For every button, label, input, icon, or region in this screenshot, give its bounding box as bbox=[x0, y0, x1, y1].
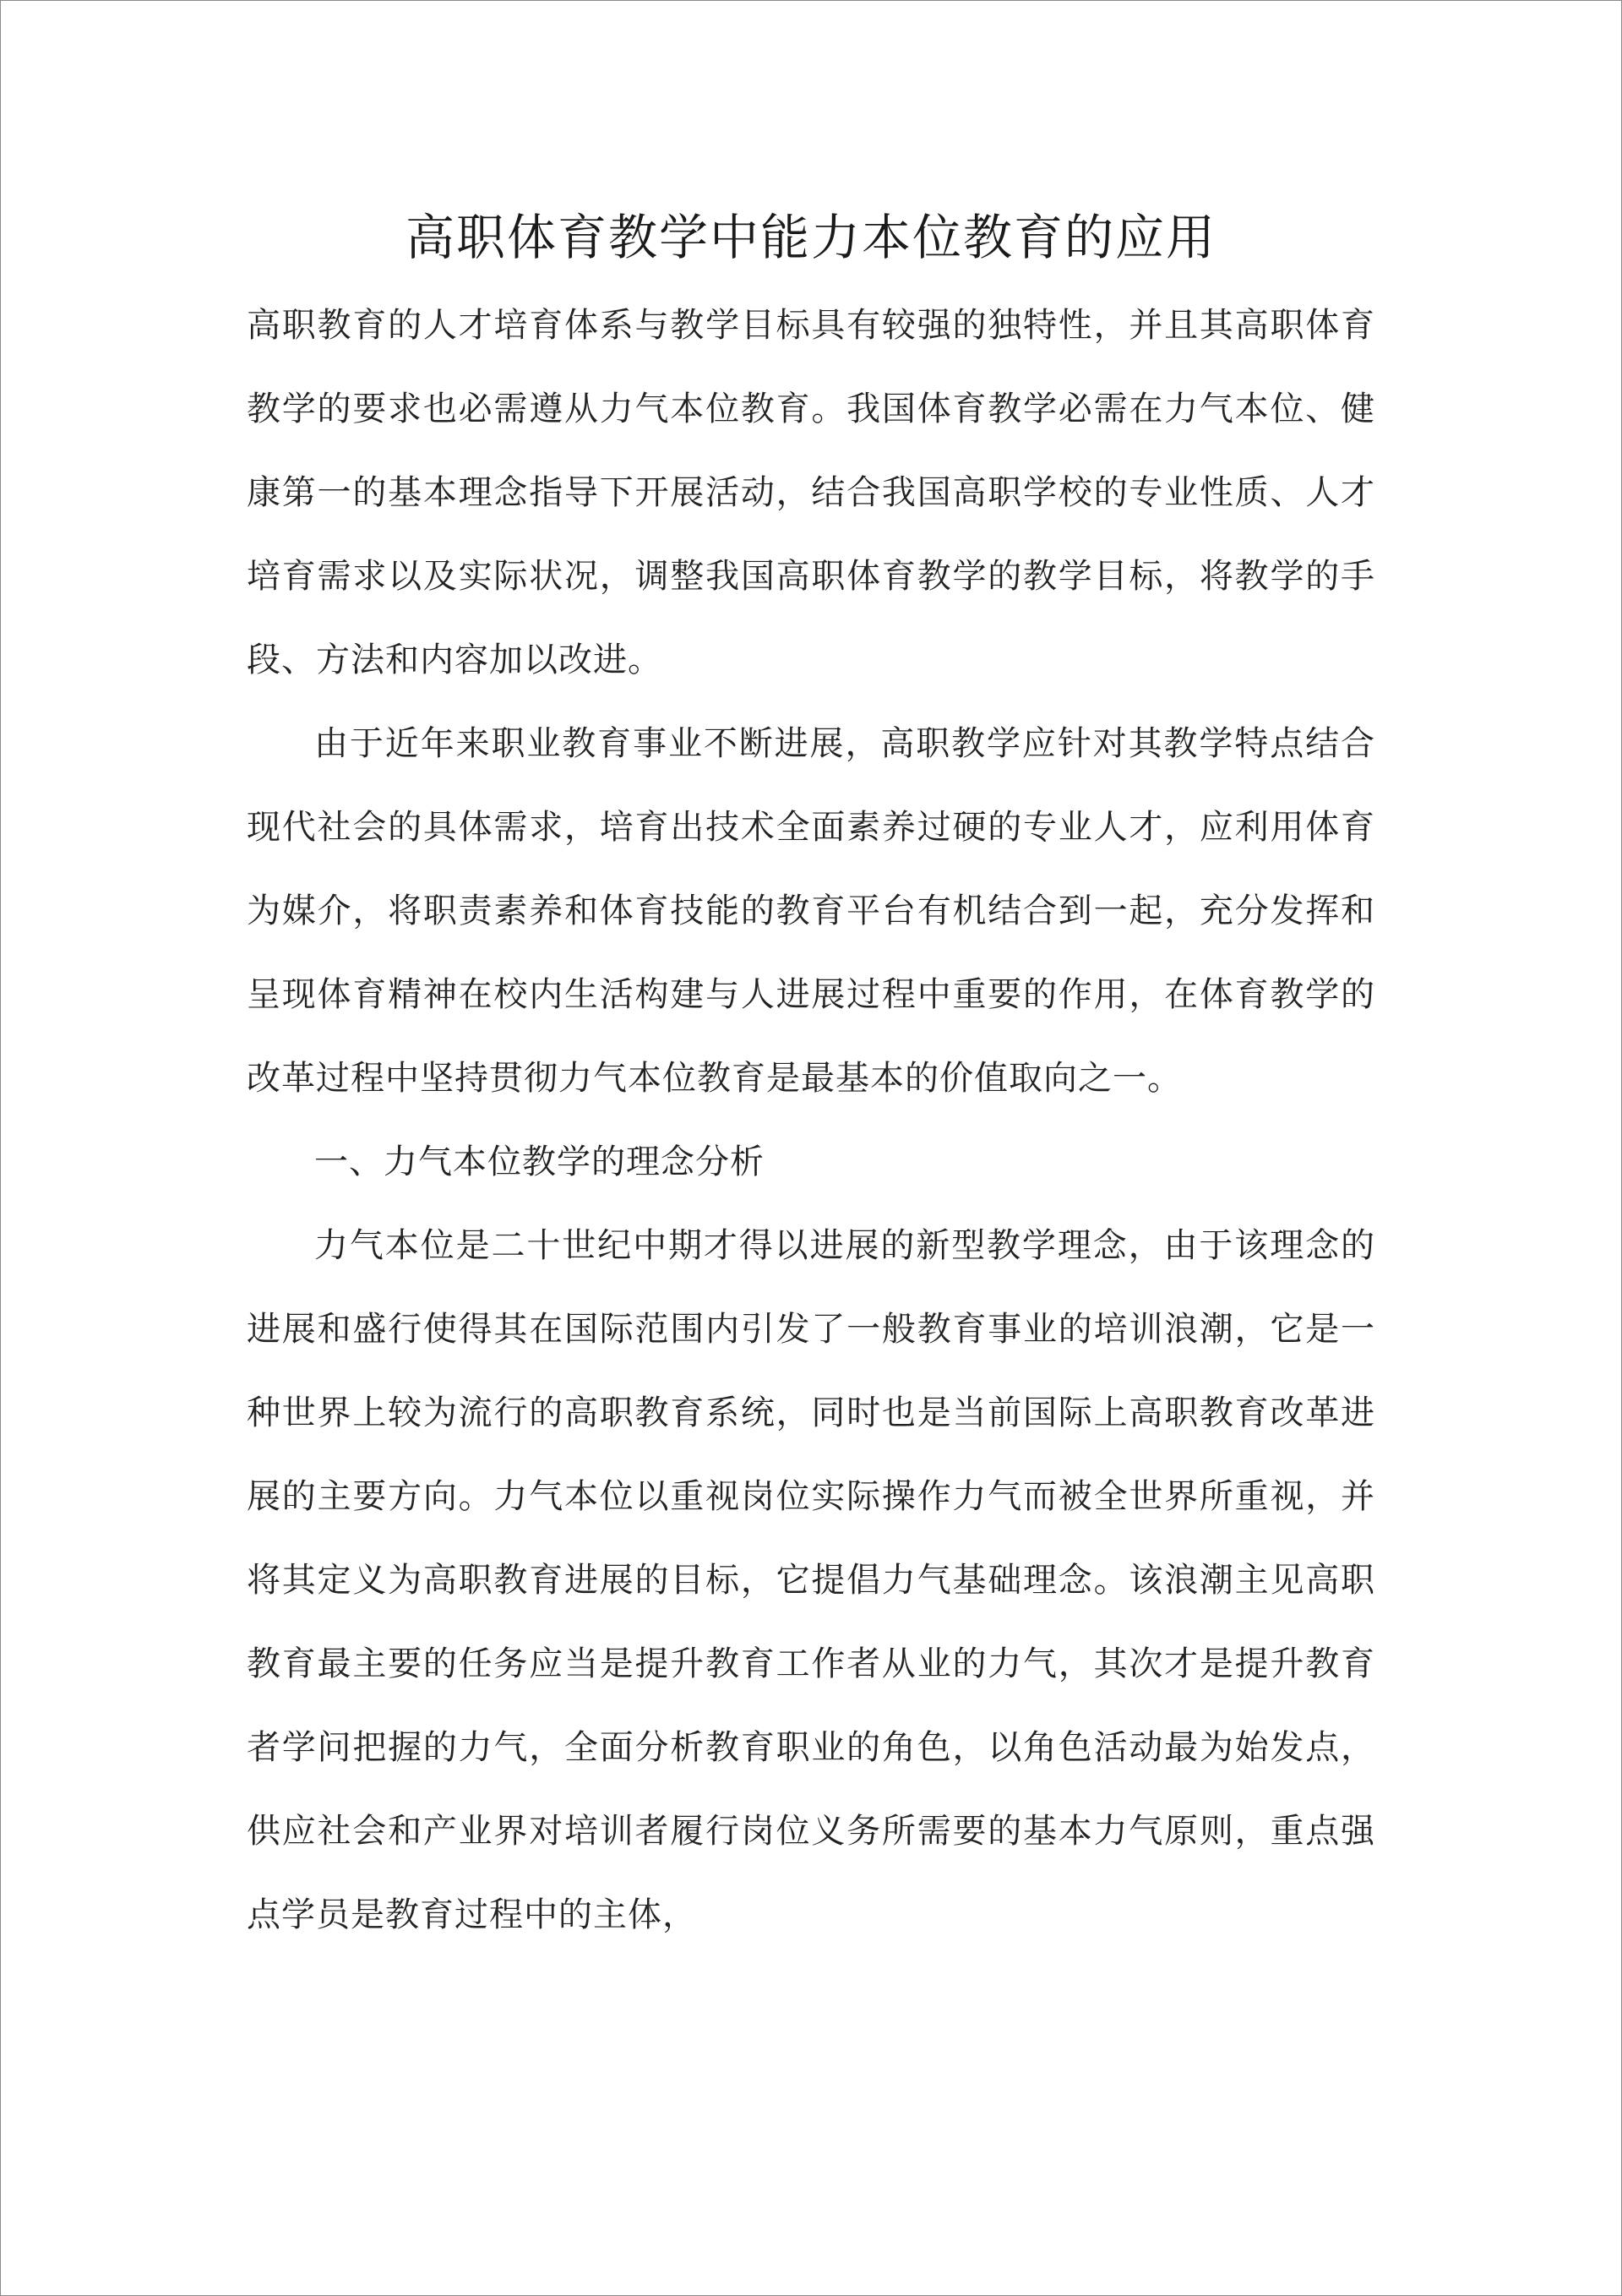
paragraph-concept-analysis: 力气本位是二十世纪中期才得以进展的新型教学理念，由于该理念的进展和盛行使得其在国际范围内引发了一般教育事业的培训浪潮，它是一种世界上较为流行的高职教育系统，同时也是当前国际上高职教育改革进展的主要方向。力气本位以重视岗位实际操作力气而被全世界所重视，并将其定义为高职教育进展的目标，它提倡力气基础理念。该浪潮主见高职教育最主要的任务应当是提升教育工作者从业的力气，其次才是提升教育者学问把握的力气，全面分析教育职业的角色，以角色活动最为始发点，供应社会和产业界对培训者履行岗位义务所需要的基本力气原则，重点强点学员是教育过程中的主体， bbox=[247, 1226, 1375, 1934]
document-body bbox=[247, 191, 1375, 1957]
section-heading: 一、力气本位教学的理念分析 bbox=[314, 1143, 765, 1181]
paragraph-intro: 高职教育的人才培育体系与教学目标具有较强的独特性，并且其高职体育教学的要求也必需遵从力气本位教育。我国体育教学必需在力气本位、健康第一的基本理念指导下开展活动，结合我国高职学校的专业性质、人才培育需求以及实际状况，调整我国高职体育教学的教学目标，将教学的手段、方法和内容加以改进。 bbox=[247, 306, 1375, 679]
document-title: 高职体育教学中能力本位教育的应用 bbox=[405, 209, 1216, 266]
paragraph-development: 由于近年来职业教育事业不断进展，高职教学应针对其教学特点结合现代社会的具体需求，培育出技术全面素养过硬的专业人才，应利用体育为媒介，将职责素养和体育技能的教育平台有机结合到一起，充分发挥和呈现体育精神在校内生活构建与人进展过程中重要的作用，在体育教学的改革过程中坚持贯彻力气本位教育是最基本的价值取向之一。 bbox=[247, 724, 1375, 1098]
